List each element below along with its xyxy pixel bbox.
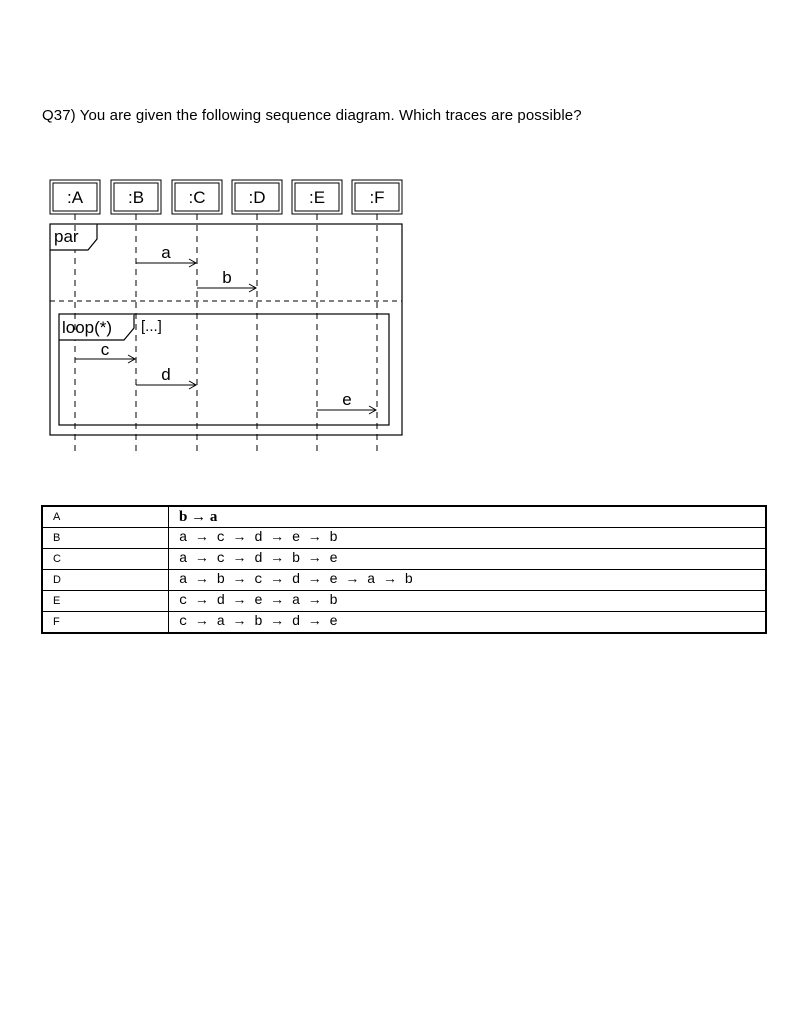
answer-table [41,505,767,634]
par-label: par [54,227,79,246]
table-row[interactable] [42,591,766,612]
table-row[interactable] [42,612,766,634]
lifeline-label-c: :C [188,188,206,207]
option-label-d: D [42,570,169,591]
loop-guard: [...] [141,318,162,335]
option-label-e: E [42,591,169,612]
lifeline-label-a: :A [66,188,84,207]
lifeline-heads [50,180,402,214]
option-label-a: A [42,506,169,528]
message-d-label: d [161,365,171,384]
option-label-b: B [42,528,169,549]
option-label-f: F [42,612,169,634]
question-text: Q37) You are given the following sequence diagram. Which traces are possible? [42,107,582,124]
sequence-diagram [0,0,796,480]
message-e-label: e [342,390,352,409]
option-trace-d: a → b → c → d → e → a → b [169,570,767,591]
table-row[interactable] [42,570,766,591]
table-row[interactable] [42,528,766,549]
option-trace-f: c → a → b → d → e [169,612,767,634]
option-label-c: C [42,549,169,570]
lifeline-label-d: :D [248,188,266,207]
table-row[interactable] [42,506,766,528]
option-trace-c: a → c → d → b → e [169,549,767,570]
option-trace-b: a → c → d → e → b [169,528,767,549]
message-a-label: a [161,243,171,262]
option-trace-a: b → a [169,506,767,528]
lifeline-label-b: :B [127,188,145,207]
option-trace-e: c → d → e → a → b [169,591,767,612]
loop-label: loop(*) [62,318,113,337]
message-b-label: b [222,268,232,287]
lifeline-label-e: :E [308,188,326,207]
lifeline-label-f: :F [369,188,385,207]
message-c-label: c [100,340,110,359]
table-row[interactable] [42,549,766,570]
